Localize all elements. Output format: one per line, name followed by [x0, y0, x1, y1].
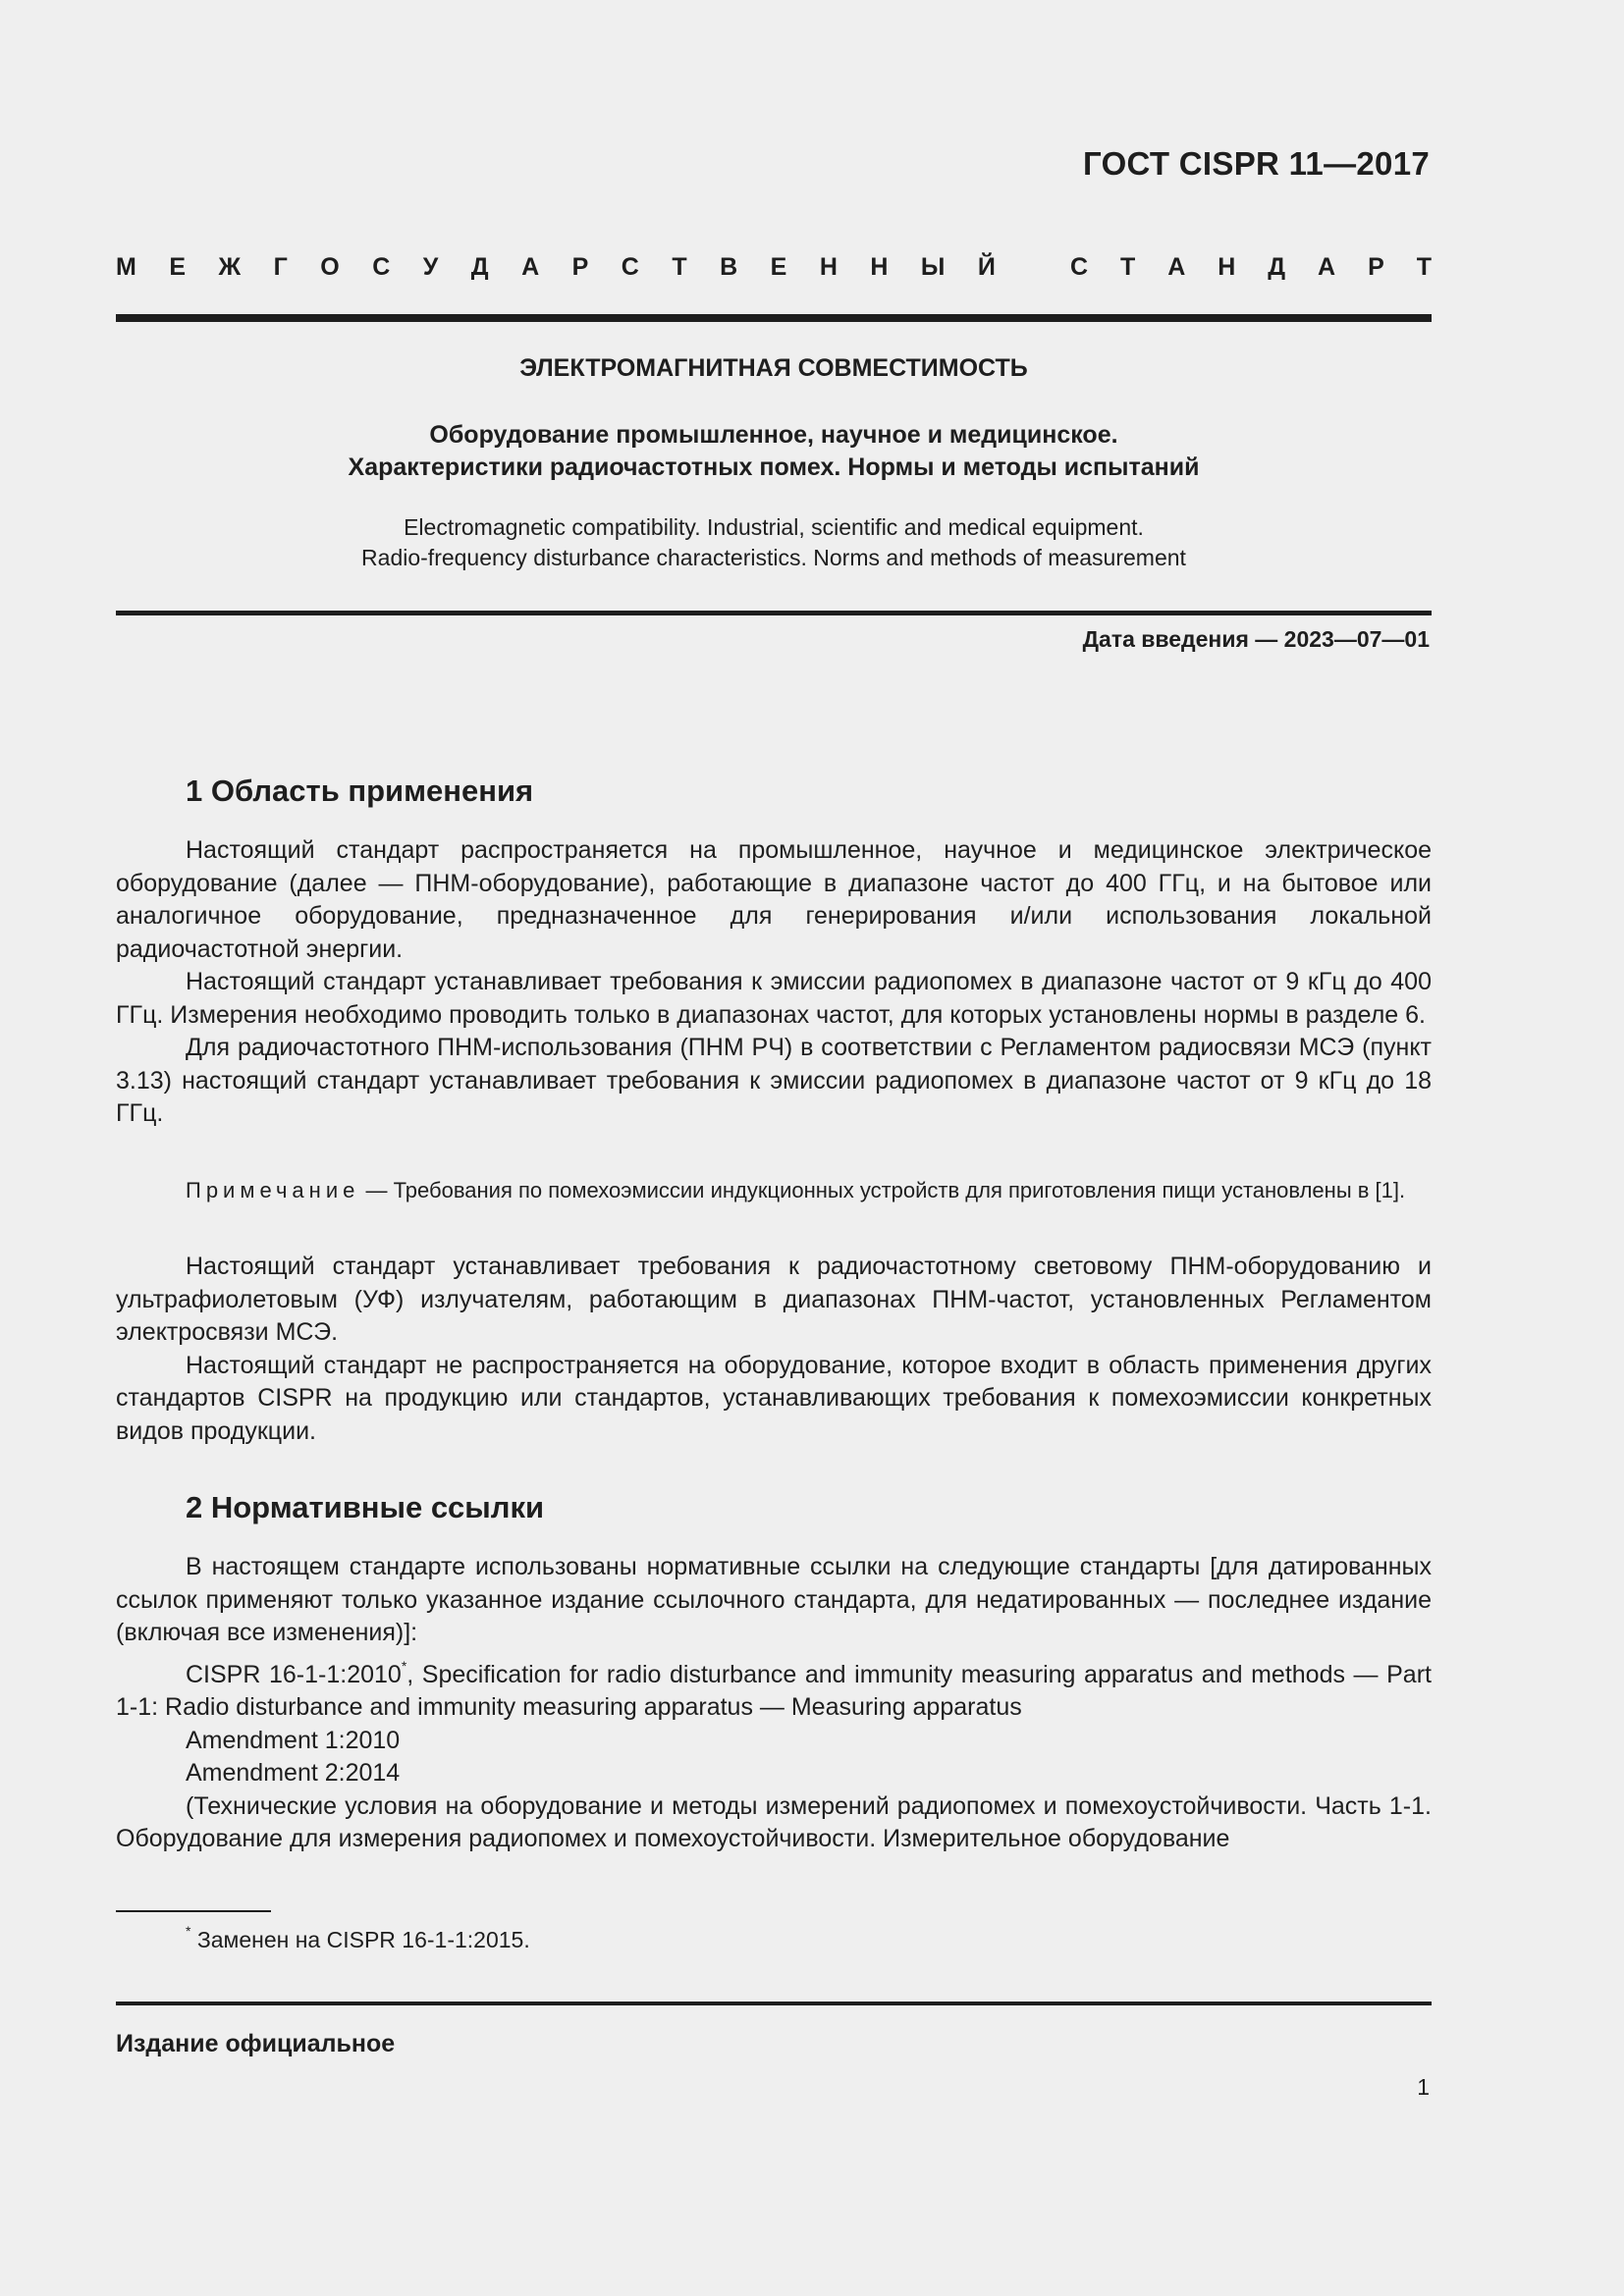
bottom-rule — [116, 2002, 1432, 2005]
letter: Е — [169, 253, 186, 281]
letter: Н — [819, 253, 838, 281]
footnote-marker: * — [401, 1657, 407, 1674]
title-bottom-rule — [116, 611, 1432, 615]
letter: Е — [770, 253, 787, 281]
letter: С — [1070, 253, 1089, 281]
letter: Н — [870, 253, 889, 281]
footnote: * Заменен на CISPR 16-1-1:2015. — [186, 1923, 530, 1952]
paragraph: Настоящий стандарт распространяется на промышленное, научное и медицинское электрическое оборудование (далее — ПНМ-оборудование), работающие в диапазоне частот до 400 ГГц, и на бытовое или аналогичное оборудование, предназначенное для генерирования и/или использования локальной радиочастотной энергии. — [116, 836, 1432, 963]
standard-type-word-1 — [116, 253, 996, 282]
paragraph: В настоящем стандарте использованы нормативные ссылки на следующие стандарты [для датированных ссылок применяют только указанное издание ссылочного стандарта, для недатированных — последнее издание (включая все изменения)]: — [116, 1553, 1432, 1646]
letter: О — [320, 253, 340, 281]
official-edition-label: Издание официальное — [116, 2030, 396, 2057]
section-1-heading: 1 Область применения — [186, 774, 534, 808]
note: Примечание — Требования по помехоэмиссии индукционных устройств для приготовления пищи установлены в [1]. — [186, 1178, 1406, 1202]
reference-item: CISPR 16-1-1:2010*, Specification for radio disturbance and immunity measuring apparatus and methods — Part 1-1: Radio disturbance and immunity measuring apparatus — Measuring apparatus — [116, 1657, 1432, 1721]
letter: Р — [1368, 253, 1384, 281]
standard-type-word-2 — [1070, 253, 1432, 282]
letter: У — [422, 253, 439, 281]
effective-date: Дата введения — 2023—07—01 — [1082, 626, 1430, 652]
letter: А — [1167, 253, 1186, 281]
letter: В — [720, 253, 738, 281]
note-label: Примечание — [186, 1178, 360, 1202]
paragraph: (Технические условия на оборудование и методы измерений радиопомех и помехоустойчивости. Часть 1-1. Оборудование для измерения радиопомех и помехоустойчивости. Измерительное оборудование — [116, 1791, 1432, 1852]
letter: Т — [1416, 253, 1432, 281]
letter: Т — [672, 253, 687, 281]
standard-type-heading — [116, 253, 1432, 282]
section-2-body — [116, 1551, 1432, 1856]
section-2-heading: 2 Нормативные ссылки — [186, 1490, 545, 1524]
letter: А — [1318, 253, 1336, 281]
main-title: ЭЛЕКТРОМАГНИТНАЯ СОВМЕСТИМОСТЬ — [519, 354, 1028, 382]
section-1-body-continued — [116, 1251, 1432, 1448]
paragraph: Настоящий стандарт устанавливает требования к радиочастотному световому ПНМ-оборудованию и ультрафиолетовым (УФ) излучателям, работающим в диапазонах ПНМ-частот, установленных Регламентом электросвязи МСЭ. — [116, 1253, 1432, 1346]
top-rule — [116, 314, 1432, 322]
letter: М — [116, 253, 136, 281]
footnote-marker: * — [186, 1923, 191, 1939]
letter: С — [372, 253, 391, 281]
letter: С — [621, 253, 639, 281]
letter: Р — [571, 253, 589, 281]
letter: А — [521, 253, 540, 281]
standard-designation: ГОСТ CISPR 11—2017 — [1083, 145, 1430, 182]
paragraph: Настоящий стандарт устанавливает требования к эмиссии радиопомех в диапазоне частот от 9 кГц до 400 ГГц. Измерения необходимо проводить только в диапазонах частот, для которых установлены нормы в разделе 6. — [116, 968, 1432, 1029]
amendment-2: Amendment 2:2014 — [186, 1759, 401, 1787]
letter: Т — [1120, 253, 1136, 281]
letter: Д — [470, 253, 489, 281]
amendment-1: Amendment 1:2010 — [186, 1726, 401, 1754]
page-number: 1 — [1417, 2074, 1430, 2100]
section-1-body — [116, 834, 1432, 1131]
paragraph: Настоящий стандарт не распространяется на оборудование, которое входит в область применения других стандартов CISPR на продукцию или стандартов, устанавливающих требования к помехоэмиссии конкретных видов продукции. — [116, 1351, 1432, 1445]
letter: Ы — [920, 253, 946, 281]
letter: Н — [1218, 253, 1236, 281]
english-title: Electromagnetic compatibility. Industrial, scientific and medical equipment. Radio-frequency disturbance characteristics. Norms and methods of measurement — [361, 514, 1186, 570]
letter: Д — [1268, 253, 1286, 281]
letter: Г — [273, 253, 288, 281]
sub-title: Оборудование промышленное, научное и медицинское. Характеристики радиочастотных помех. Нормы и методы испытаний — [348, 421, 1200, 481]
footnote-separator — [116, 1910, 271, 1912]
paragraph: Для радиочастотного ПНМ-использования (ПНМ РЧ) в соответствии с Регламентом радиосвязи МСЭ (пункт 3.13) настоящий стандарт устанавливает требования к эмиссии радиопомех в диапазоне частот от 9 кГц до 18 ГГц. — [116, 1034, 1432, 1127]
letter: Й — [977, 253, 996, 281]
letter: Ж — [218, 253, 242, 281]
